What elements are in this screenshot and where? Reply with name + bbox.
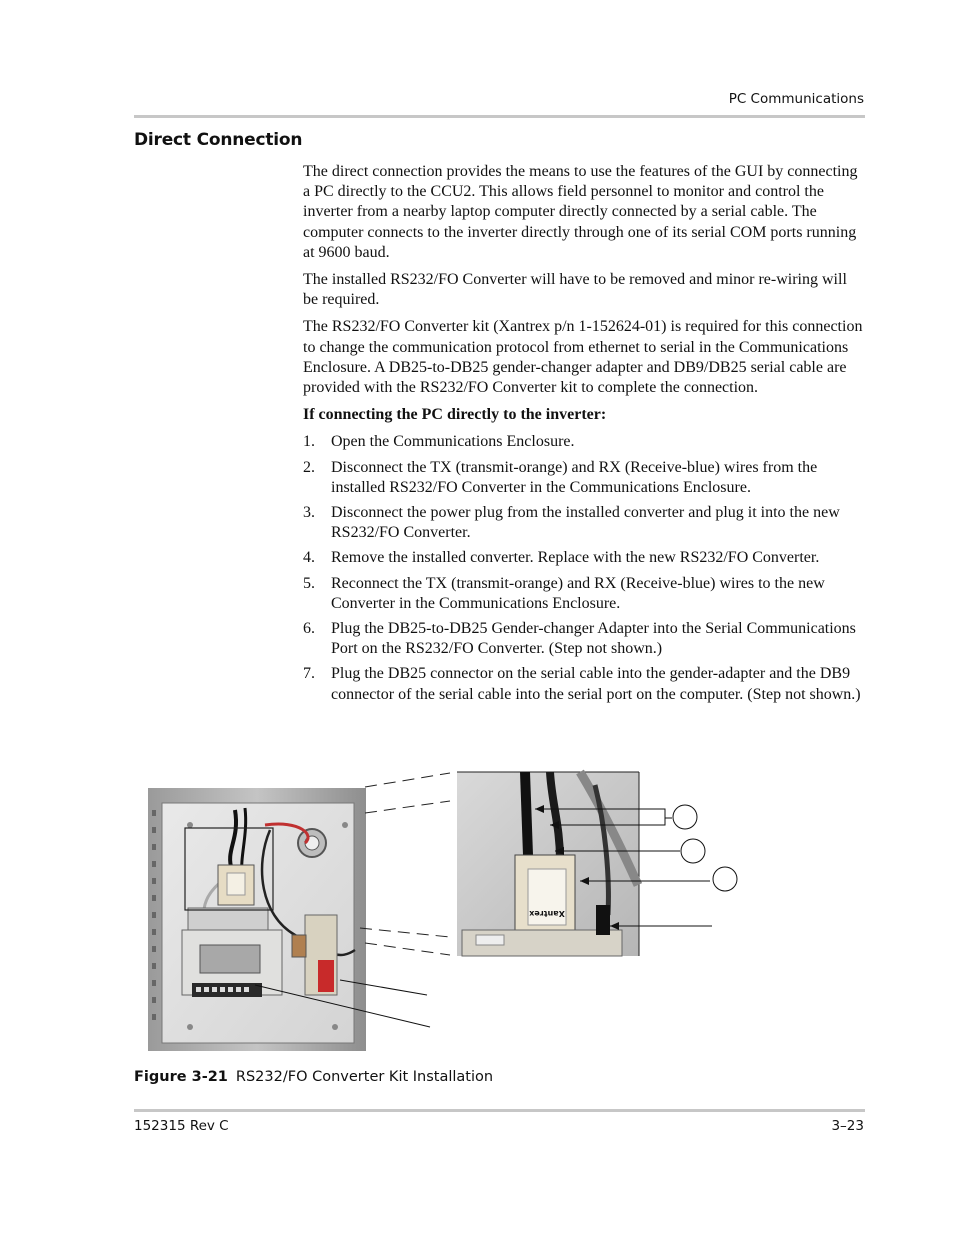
list-item	[303, 664, 865, 704]
step-text: Plug the DB25-to-DB25 Gender-changer Adapter into the Serial Communications Port on the RS232/FO Converter. (Step not shown.)	[331, 620, 856, 658]
page-header-title: PC Communications	[728, 91, 864, 107]
enclosure-photo	[148, 788, 366, 1051]
step-text: Disconnect the TX (transmit-orange) and RX (Receive-blue) wires from the installed RS232/FO Converter in the Communications Enclosure.	[331, 458, 818, 496]
list-item	[303, 503, 865, 543]
paragraph: The RS232/FO Converter kit (Xantrex p/n 1-152624-01) is required for this connection to change the communication protocol from ethernet to serial in the Communications Enclosure. A DB25-to-DB25 gender-changer adapter and DB9/DB25 serial cable are provided with the RS232/FO Converter kit to complete the connection.	[303, 318, 863, 397]
step-number: 3.	[303, 504, 315, 522]
step-number: 1.	[303, 433, 315, 451]
callout-circles	[673, 805, 737, 891]
converter-closeup-photo	[457, 772, 639, 956]
step-text: Disconnect the power plug from the installed converter and plug it into the new RS232/FO Converter.	[331, 504, 840, 542]
step-number: 7.	[303, 665, 315, 683]
procedure-steps	[303, 432, 865, 704]
body-column	[303, 162, 865, 710]
list-item	[303, 548, 865, 568]
figure-caption	[134, 1069, 493, 1085]
figure-label: Figure 3-21	[134, 1069, 228, 1085]
footer-page-number: 3–23	[831, 1118, 864, 1134]
paragraph: The direct connection provides the means to use the features of the GUI by connecting a PC directly to the CCU2. This allows field personnel to monitor and control the inverter from a nearby laptop computer directly connected by a serial cable. The computer connects to the inverter directly through one of its serial COM ports running at 9600 baud.	[303, 163, 858, 261]
step-text: Remove the installed converter. Replace with the new RS232/FO Converter.	[331, 549, 820, 567]
step-number: 2.	[303, 458, 315, 476]
list-item	[303, 432, 865, 452]
section-heading: Direct Connection	[134, 130, 303, 150]
footer-rule	[134, 1109, 865, 1112]
step-number: 4.	[303, 549, 315, 567]
header-rule	[134, 115, 865, 118]
step-text: Plug the DB25 connector on the serial cable into the gender-adapter and the DB9 connector of the serial cable into the serial port on the computer. (Step not shown.)	[331, 665, 861, 703]
list-item	[303, 458, 865, 498]
list-item	[303, 619, 865, 659]
figure-illustration	[140, 765, 740, 1060]
step-text: Open the Communications Enclosure.	[331, 433, 575, 451]
step-text: Reconnect the TX (transmit-orange) and RX (Receive-blue) wires to the new Converter in the Communications Enclosure.	[331, 574, 825, 612]
zoom-lead-lines	[360, 773, 450, 955]
footer-doc-id: 152315 Rev C	[134, 1118, 229, 1134]
device-brand-label: Xantrex	[529, 909, 565, 918]
paragraph: The installed RS232/FO Converter will have to be removed and minor re-wiring will be required.	[303, 271, 847, 309]
list-item	[303, 574, 865, 614]
step-number: 5.	[303, 574, 315, 592]
step-number: 6.	[303, 620, 315, 638]
procedure-lead: If connecting the PC directly to the inverter:	[303, 406, 607, 424]
figure-caption-text: RS232/FO Converter Kit Installation	[235, 1069, 494, 1085]
